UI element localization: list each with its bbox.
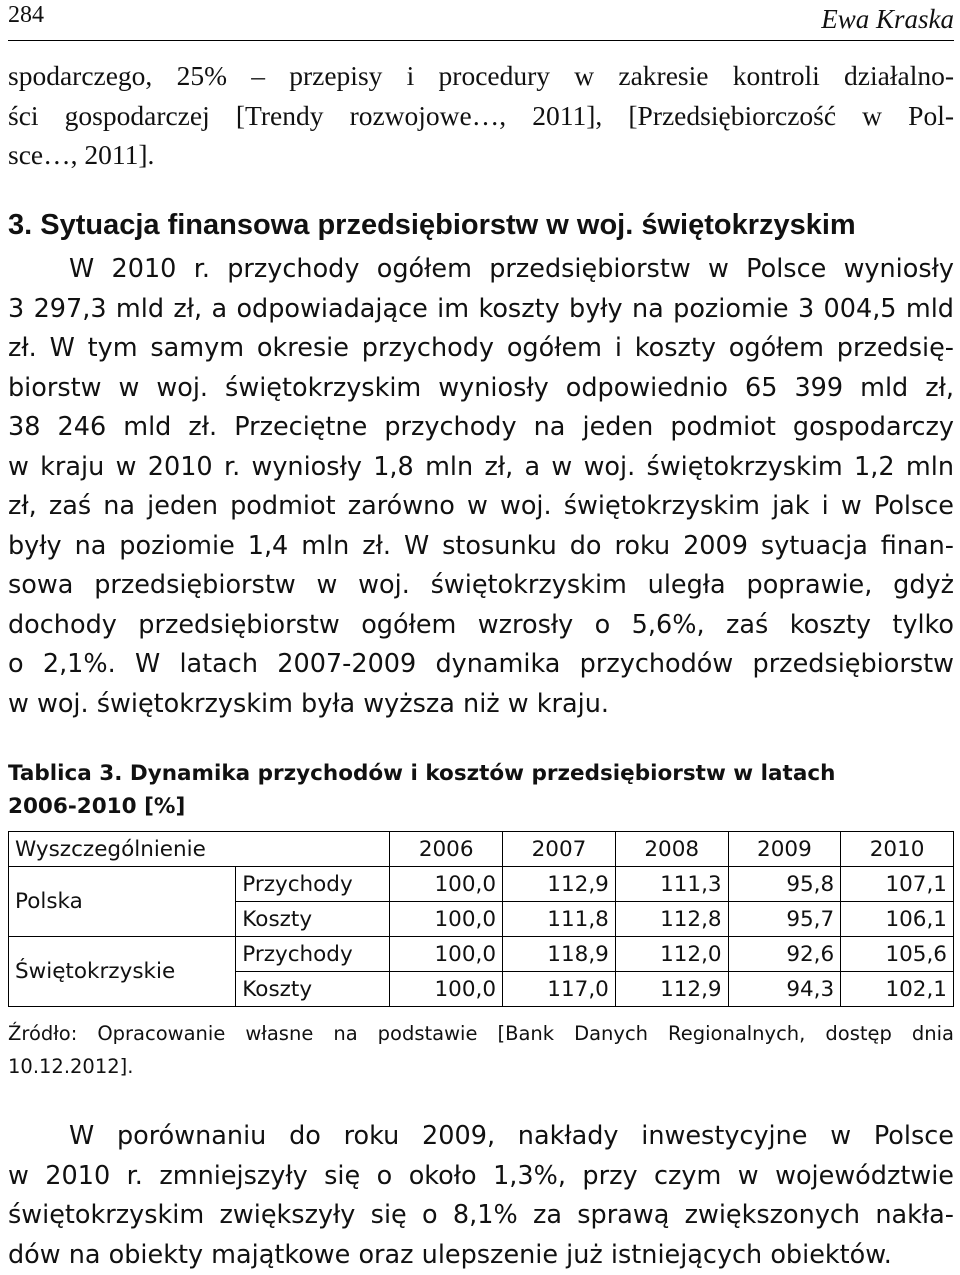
table-row bbox=[9, 867, 954, 902]
row-label: Koszty bbox=[236, 902, 390, 937]
text-line: w 2010 r. zmniejszyły się o około 1,3%, przy czym w województwie bbox=[8, 1157, 954, 1197]
text-line: ści gospodarczej [Trendy rozwojowe…, 2011], [Przedsiębiorczość w Pol- bbox=[8, 96, 954, 136]
row-label: Koszty bbox=[236, 972, 390, 1007]
table-caption bbox=[8, 757, 954, 823]
table-cell: 112,0 bbox=[615, 937, 728, 972]
group-label: Świętokrzyskie bbox=[9, 937, 236, 1007]
text-line: były na poziomie 1,4 mln zł. W stosunku do roku 2009 sytuacja finan- bbox=[8, 527, 954, 567]
table-cell: 118,9 bbox=[503, 937, 616, 972]
text-line: biorstw w woj. świętokrzyskim wyniosły odpowiednio 65 399 mld zł, bbox=[8, 369, 954, 409]
table-cell: 107,1 bbox=[841, 867, 954, 902]
source-line: Źródło: Opracowanie własne na podstawie [Bank Danych Regionalnych, dostęp dnia bbox=[8, 1017, 954, 1050]
text-line: 38 246 mld zł. Przeciętne przychody na jeden podmiot gospodarczy bbox=[8, 408, 954, 448]
table-cell: 111,3 bbox=[615, 867, 728, 902]
text-line: dów na obiekty majątkowe oraz ulepszenie już istniejących obiektów. bbox=[8, 1236, 954, 1275]
text-line: spodarczego, 25% – przepisy i procedury w zakresie kontroli działalno- bbox=[8, 56, 954, 96]
table-cell: 92,6 bbox=[728, 937, 841, 972]
text-line: W porównaniu do roku 2009, nakłady inwestycyjne w Polsce bbox=[8, 1117, 954, 1157]
row-label: Przychody bbox=[236, 867, 390, 902]
running-author: Ewa Kraska bbox=[821, 4, 954, 35]
table-cell: 112,9 bbox=[615, 972, 728, 1007]
running-header bbox=[8, 0, 954, 41]
year-header: 2008 bbox=[615, 832, 728, 867]
data-table bbox=[8, 831, 954, 1007]
closing-paragraph bbox=[8, 1117, 954, 1275]
table-cell: 95,8 bbox=[728, 867, 841, 902]
caption-line: Tablica 3. Dynamika przychodów i kosztów przedsiębiorstw w latach bbox=[8, 757, 954, 790]
table-cell: 95,7 bbox=[728, 902, 841, 937]
table-header-label: Wyszczególnienie bbox=[9, 832, 390, 867]
table-row bbox=[9, 937, 954, 972]
text-line: sce…, 2011]. bbox=[8, 135, 954, 175]
table-cell: 100,0 bbox=[390, 972, 503, 1007]
table-cell: 100,0 bbox=[390, 867, 503, 902]
table-cell: 94,3 bbox=[728, 972, 841, 1007]
text-line: zł. W tym samym okresie przychody ogółem i koszty ogółem przedsię- bbox=[8, 329, 954, 369]
group-label: Polska bbox=[9, 867, 236, 937]
table-cell: 102,1 bbox=[841, 972, 954, 1007]
year-header: 2010 bbox=[841, 832, 954, 867]
text-line: o 2,1%. W latach 2007-2009 dynamika przychodów przedsiębiorstw bbox=[8, 645, 954, 685]
year-header: 2009 bbox=[728, 832, 841, 867]
table-header-row bbox=[9, 832, 954, 867]
text-line: sowa przedsiębiorstw w woj. świętokrzyskim uległa poprawie, gdyż bbox=[8, 566, 954, 606]
body-paragraph bbox=[8, 250, 954, 724]
year-header: 2006 bbox=[390, 832, 503, 867]
text-line: w kraju w 2010 r. wyniosły 1,8 mln zł, a w woj. świętokrzyskim 1,2 mln bbox=[8, 448, 954, 488]
text-line: dochody przedsiębiorstw ogółem wzrosły o 5,6%, zaś koszty tylko bbox=[8, 606, 954, 646]
table-cell: 117,0 bbox=[503, 972, 616, 1007]
table-cell: 112,9 bbox=[503, 867, 616, 902]
source-line: 10.12.2012]. bbox=[8, 1050, 954, 1083]
table-cell: 100,0 bbox=[390, 902, 503, 937]
table-cell: 100,0 bbox=[390, 937, 503, 972]
text-line: 3 297,3 mld zł, a odpowiadające im koszty były na poziomie 3 004,5 mld bbox=[8, 290, 954, 330]
text-line: zł, zaś na jeden podmiot zarówno w woj. świętokrzyskim jak i w Polsce bbox=[8, 487, 954, 527]
table-cell: 112,8 bbox=[615, 902, 728, 937]
caption-line: 2006-2010 [%] bbox=[8, 790, 954, 823]
table-cell: 111,8 bbox=[503, 902, 616, 937]
table-cell: 105,6 bbox=[841, 937, 954, 972]
text-line: w woj. świętokrzyskim była wyższa niż w kraju. bbox=[8, 685, 954, 725]
text-line: W 2010 r. przychody ogółem przedsiębiorstw w Polsce wyniosły bbox=[8, 250, 954, 290]
page-number: 284 bbox=[8, 2, 44, 29]
table-cell: 106,1 bbox=[841, 902, 954, 937]
year-header: 2007 bbox=[503, 832, 616, 867]
section-title: 3. Sytuacja finansowa przedsiębiorstw w woj. świętokrzyskim bbox=[8, 205, 856, 245]
text-line: świętokrzyskim zwiększyły się o 8,1% za sprawą zwiększonych nakła- bbox=[8, 1196, 954, 1236]
table-source-note bbox=[8, 1017, 954, 1083]
row-label: Przychody bbox=[236, 937, 390, 972]
intro-paragraph bbox=[8, 56, 954, 175]
